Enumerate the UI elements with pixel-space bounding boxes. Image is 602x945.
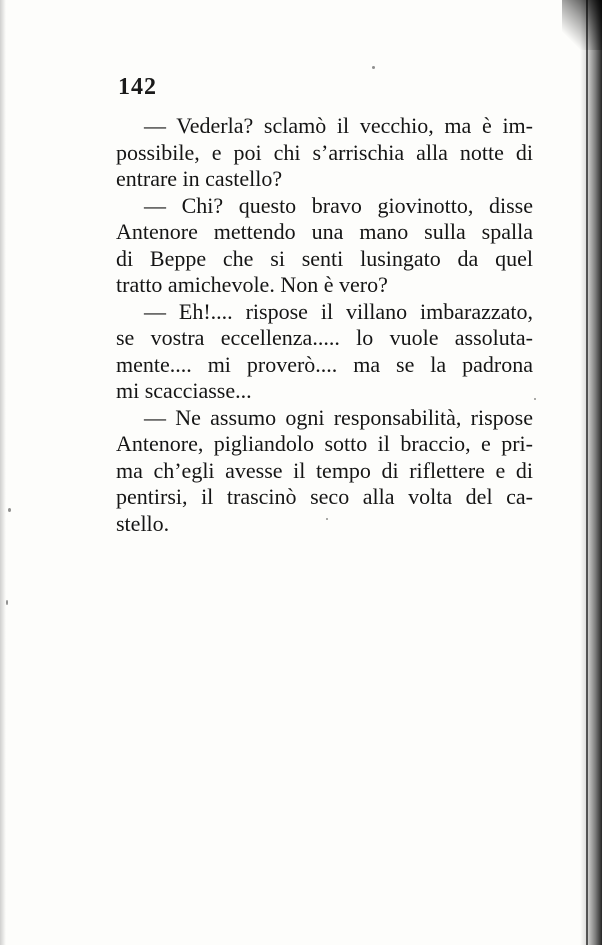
text-line: possibile, e poi chi s’arrischia alla notte di bbox=[116, 139, 533, 165]
text-line: stello. bbox=[116, 510, 170, 536]
text-line: se vostra eccellenza..... lo vuole assoluta- bbox=[116, 325, 533, 350]
scan-edge-left bbox=[0, 0, 6, 945]
text-line: di Beppe che si senti lusingato da quel bbox=[116, 245, 533, 271]
scan-edge-right bbox=[580, 0, 602, 945]
text-line: Antenore, pigliandolo sotto il braccio, e pri- bbox=[116, 431, 533, 456]
text-line: mente.... mi proverò.... ma se la padrona bbox=[116, 351, 533, 377]
text-line: pentirsi, il trascinò seco alla volta del ca- bbox=[116, 484, 533, 509]
text-line: — Eh!.... rispose il villano imbarazzato, bbox=[144, 298, 533, 324]
text-line: — Chi? questo bravo giovinotto, disse bbox=[144, 192, 533, 218]
text-line: — Ne assumo ogni responsabilità, rispose bbox=[144, 404, 533, 430]
text-line: — Vederla? sclamò il vecchio, ma è im- bbox=[144, 113, 533, 138]
body-text bbox=[116, 113, 533, 537]
scan-edge-line bbox=[586, 0, 588, 945]
text-line: tratto amichevole. Non è vero? bbox=[116, 272, 388, 297]
text-line: mi scacciasse... bbox=[116, 378, 252, 403]
page-number: 142 bbox=[118, 74, 157, 100]
paper-speck bbox=[534, 398, 536, 400]
paper-speck bbox=[8, 508, 11, 512]
scan-corner-shadow bbox=[562, 0, 602, 50]
paper-speck bbox=[372, 66, 375, 69]
text-line: entrare in castello? bbox=[116, 166, 283, 191]
text-line: ma ch’egli avesse il tempo di riflettere e di bbox=[116, 457, 533, 483]
paper-speck bbox=[6, 600, 8, 605]
text-line: Antenore mettendo una mano sulla spalla bbox=[116, 219, 533, 244]
